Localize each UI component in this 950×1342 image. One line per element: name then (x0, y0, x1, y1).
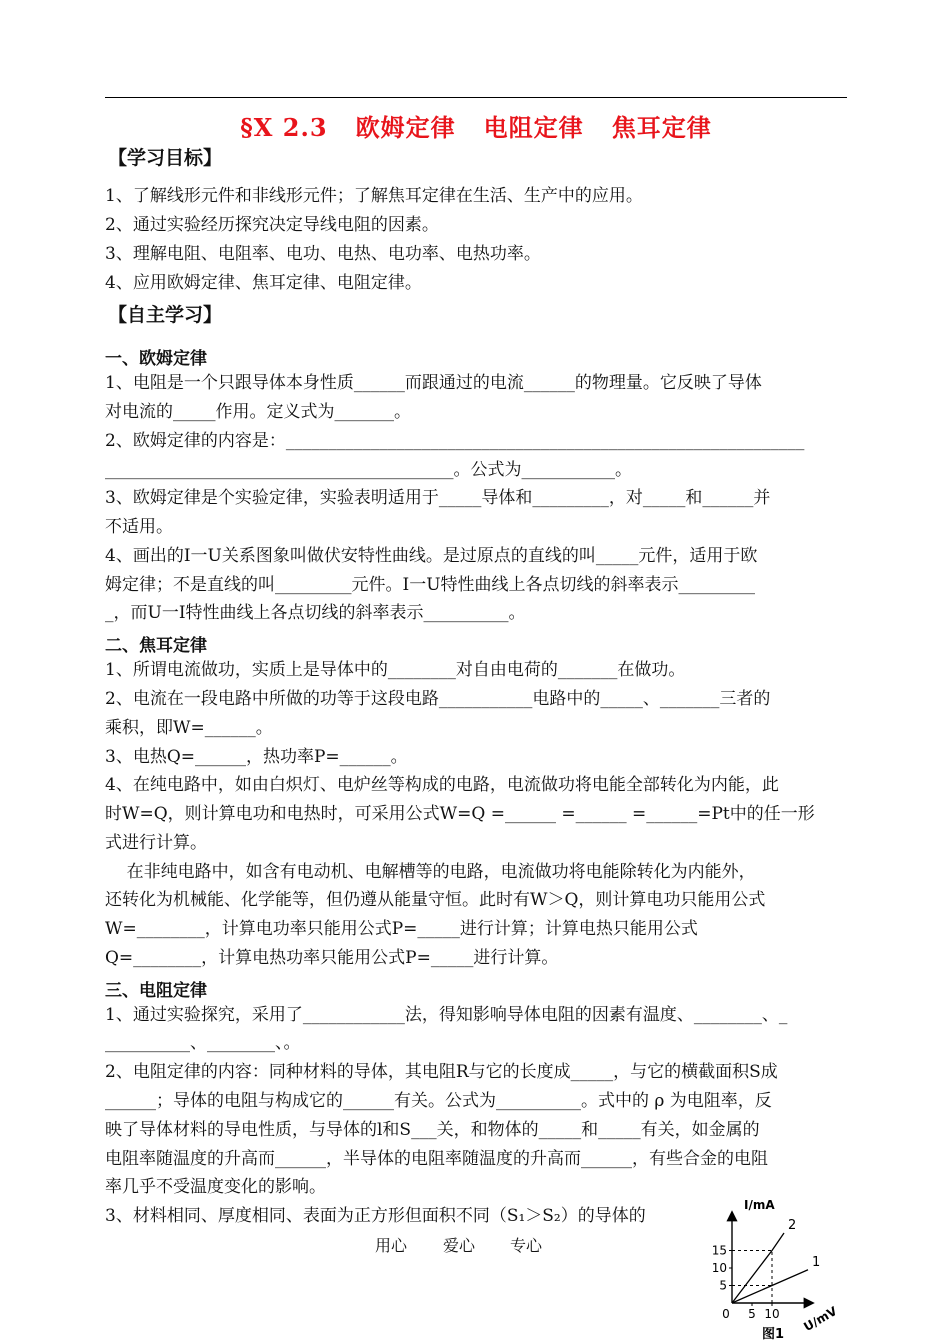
series-line-1 (732, 1270, 808, 1303)
goal-item: 2、通过实验经历探究决定导线电阻的因素。 (105, 215, 439, 235)
text-line: 2、电流在一段电路中所做的功等于这段电路___________电路中的_____、_______三者的 (105, 689, 771, 709)
section-goals-heading: 【学习目标】 (108, 147, 223, 169)
x-tick-label: 0 (722, 1307, 730, 1321)
figure-caption: 图1 (762, 1327, 785, 1342)
text-line: 还转化为机械能、化学能等，但仍遵从能量守恒。此时有W＞Q，则计算电功只能用公式 (105, 890, 766, 910)
text-line: _，而U一I特性曲线上各点切线的斜率表示__________。 (105, 603, 526, 623)
text-line: 3、电热Q=______，热功率P=______。 (105, 747, 408, 767)
text-line: W=________，计算电功率只能用公式P=_____进行计算；计算电热只能用公式 (105, 919, 698, 939)
section-self-study-heading: 【自主学习】 (108, 304, 223, 326)
text-line: ______；导体的电阻与构成它的______有关。公式为__________。式中的 ρ 为电阻率，反 (105, 1091, 772, 1111)
text-line: 乘积，即W=______。 (105, 718, 273, 738)
text-line: 时W=Q，则计算电功和电热时，可采用公式W=Q =______ =______ =______=Pt中的任一形 (105, 804, 815, 824)
text-line: 姆定律；不是直线的叫_________元件。I一U特性曲线上各点切线的斜率表示_________ (105, 575, 756, 595)
series-label: 1 (812, 1254, 821, 1270)
text-line: 2、电阻定律的内容：同种材料的导体，其电阻R与它的长度成_____，与它的横截面积S成 (105, 1062, 778, 1082)
text-line: 1、电阻是一个只跟导体本身性质______而跟通过的电流______的物理量。它反映了导体 (105, 373, 762, 393)
text-line: 3、材料相同、厚度相同、表面为正方形但面积不同（S₁＞S₂）的导体的 (105, 1206, 646, 1226)
y-axis-label: I/mA (744, 1198, 775, 1212)
text-line: 对电流的_____作用。定义式为_______。 (105, 402, 411, 422)
text-line: 3、欧姆定律是个实验定律，实验表明适用于_____导体和_________，对_____和______并 (105, 488, 771, 508)
text-line: __________、________、。 (105, 1033, 301, 1053)
text-line: _________________________________________。公式为___________。 (105, 460, 632, 480)
text-line: 1、所谓电流做功，实质上是导体中的________对自由电荷的_______在做功。 (105, 660, 686, 680)
goal-item: 4、应用欧姆定律、焦耳定律、电阻定律。 (105, 273, 422, 293)
text-line: 式进行计算。 (105, 833, 207, 853)
footer-word: 爱心 (443, 1236, 476, 1255)
text-line: 在非纯电路中，如含有电动机、电解槽等的电路，电流做功将电能除转化为内能外， (105, 862, 756, 882)
y-tick-label: 15 (711, 1243, 727, 1258)
text-line: 电阻率随温度的升高而______，半导体的电阻率随温度的升高而______，有些合金的电阻 (105, 1149, 768, 1169)
text-line: 映了导体材料的导电性质，与导体的l和S___关，和物体的_____和_____有关，如金属的 (105, 1120, 760, 1140)
part1-heading: 一、欧姆定律 (105, 349, 207, 369)
text-line: 率几乎不受温度变化的影响。 (105, 1177, 326, 1197)
series-line-2 (732, 1233, 784, 1303)
header-rule (105, 97, 847, 98)
part3-heading: 三、电阻定律 (105, 981, 207, 1001)
goal-item: 1、了解线形元件和非线形元件；了解焦耳定律在生活、生产中的应用。 (105, 186, 643, 206)
text-line: 不适用。 (105, 517, 173, 537)
y-tick-label: 10 (711, 1261, 727, 1275)
x-axis-label: U/mV (801, 1303, 840, 1335)
text-line: 4、在纯电路中，如由白炽灯、电炉丝等构成的电路，电流做功将电能全部转化为内能，此 (105, 775, 779, 795)
footer-word: 专心 (510, 1236, 543, 1255)
iu-graph-figure (700, 1195, 850, 1342)
series-label: 2 (788, 1218, 797, 1233)
footer-word: 用心 (375, 1236, 408, 1255)
x-tick-label: 5 (748, 1307, 756, 1321)
text-line: 4、画出的I一U关系图象叫做伏安特性曲线。是过原点的直线的叫_____元件，适用于欧 (105, 546, 758, 566)
goal-item: 3、理解电阻、电阻率、电功、电热、电功率、电热功率。 (105, 244, 541, 264)
y-tick-label: 5 (719, 1278, 727, 1293)
part2-heading: 二、焦耳定律 (105, 636, 207, 656)
text-line: 2、欧姆定律的内容是：_____________________________________________________________ (105, 431, 805, 451)
text-line: Q=________，计算电热功率只能用公式P=_____进行计算。 (105, 948, 559, 968)
x-tick-label: 10 (764, 1307, 780, 1321)
page-title: §X 2.3 欧姆定律 电阻定律 焦耳定律 (240, 113, 712, 142)
text-line: 1、通过实验探究，采用了____________法，得知影响导体电阻的因素有温度、________、_ (105, 1005, 788, 1025)
